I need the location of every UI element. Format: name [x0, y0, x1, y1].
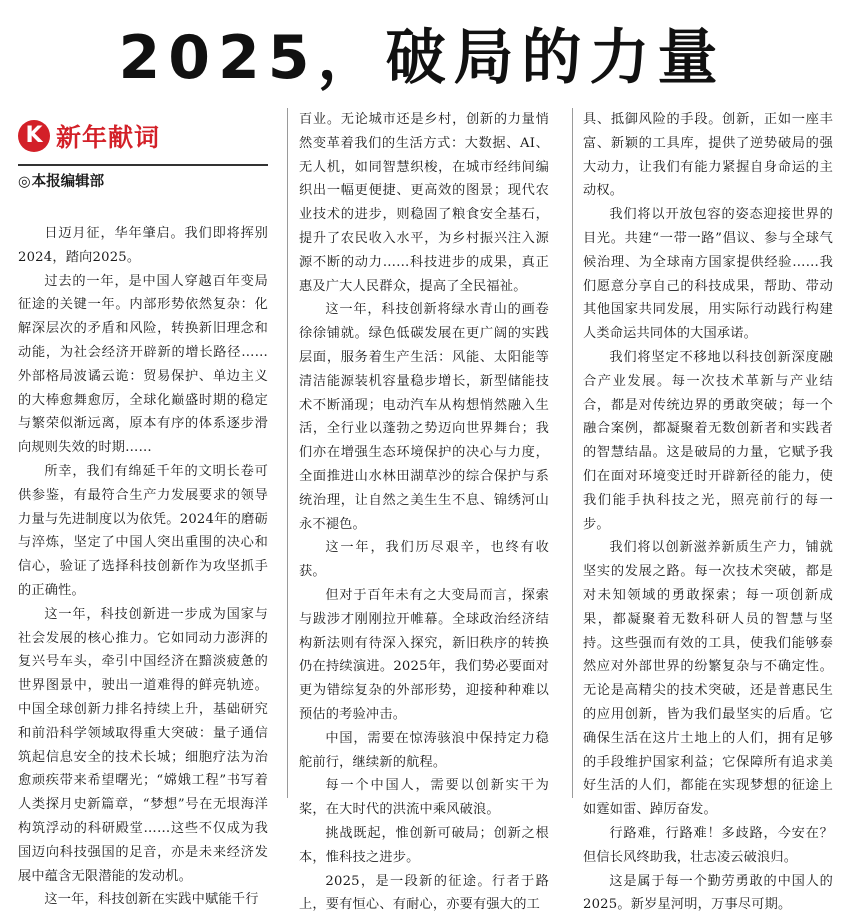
- paragraph: 挑战既起，惟创新可破局；创新之根本，惟科技之进步。: [299, 822, 549, 870]
- byline: [18, 172, 268, 192]
- paragraph: 所幸，我们有绵延千年的文明长卷可供参鉴，有最符合生产力发展要求的领导力量与先进制度以为依凭。2024年的磨砺与淬炼，坚定了中国人突出重围的决心和信心，验证了选择科技创新作为攻坚抓手的正确性。: [18, 460, 268, 603]
- paragraph: 中国，需要在惊涛骇浪中保持定力稳舵前行，继续新的航程。: [299, 727, 549, 775]
- column-divider: [572, 108, 573, 798]
- paragraph: 这一年，科技创新进一步成为国家与社会发展的核心推力。它如同动力澎湃的复兴号车头，牵引中国经济在黯淡疲惫的世界图景中，驶出一道难得的鲜亮轨迹。中国全球创新力排名持续上升，基础研究和前沿科学领域取得重大突破：量子通信筑起信息安全的技术长城；细胞疗法为治愈顽疾带来希望曙光；“嫦娥工程”书写着人类探月史新篇章，“梦想”号在无垠海洋构筑浮动的科研殿堂……这些不仅成为我国迈向科技强国的足音，亦是未来经济发展中蕴含无限潜能的发动机。: [18, 603, 268, 889]
- k-logo-icon: K: [18, 120, 50, 152]
- paragraph: 具、抵御风险的手段。创新，正如一座丰富、新颖的工具库，提供了逆势破局的强大动力，让我们有能力紧握自身命运的主动权。: [583, 108, 833, 203]
- text-column-1: [18, 108, 268, 798]
- label-underline: [18, 164, 268, 166]
- paragraph: 我们将坚定不移地以科技创新深度融合产业发展。每一次技术革新与产业结合，都是对传统边界的勇敢突破；每一个融合案例，都凝聚着无数创新者和实践者的智慧结晶。这是破局的力量，它赋予我们在面对环境变迁时开辟新径的能力，使我们能手执科技之光，照亮前行的每一步。: [583, 346, 833, 536]
- paragraph: 这一年，我们历尽艰辛，也终有收获。: [299, 536, 549, 584]
- byline-author: 本报编辑部: [32, 174, 105, 190]
- paragraph: 我们将以开放包容的姿态迎接世界的目光。共建“一带一路”倡议、参与全球气候治理、为全球南方国家提供经验……我们愿意分享自己的科技成果，帮助、带动其他国家共同发展，用实际行动践行构建人类命运共同体的大国承诺。: [583, 203, 833, 346]
- byline-mark: ◎: [18, 174, 31, 190]
- paragraph: 这是属于每一个勤劳勇敢的中国人的2025。新岁星河明，万事尽可期。: [583, 870, 833, 917]
- column-name: 新年献词: [56, 118, 160, 154]
- paragraph: 我们将以创新滋养新质生产力，铺就坚实的发展之路。每一次技术突破，都是对未知领域的勇敢探索；每一项创新成果，都凝聚着无数科研人员的智慧与坚持。这些强而有效的工具，使我们能够泰然应对外部世界的纷繁复杂与不确定性。无论是高精尖的技术突破，还是普惠民生的应用创新，皆为我们最坚实的后盾。它确保生活在这片土地上的人们，拥有足够的手段维护国家利益；它保障所有追求美好生活的人们，都能在实现梦想的征途上如霆如雷、踔厉奋发。: [583, 536, 833, 822]
- column-label: [18, 114, 268, 158]
- paragraph: 每一个中国人，需要以创新实干为桨，在大时代的洪流中乘风破浪。: [299, 774, 549, 822]
- paragraph: 行路难，行路难！多歧路，今安在？但信长风终助我，壮志凌云破浪归。: [583, 822, 833, 870]
- paragraph: 百业。无论城市还是乡村，创新的力量悄然变革着我们的生活方式：大数据、AI、无人机，如同智慧织梭，在城市经纬间编织出一幅更便捷、更高效的图景；现代农业技术的进步，则稳固了粮食安全基石，提升了农民收入水平，为乡村振兴注入源源不断的动力……科技进步的成果，真正惠及广大人民群众，提高了全民福祉。: [299, 108, 549, 298]
- text-column-3: [583, 108, 833, 798]
- paragraph: 日迈月征，华年肇启。我们即将挥别2024，踏向2025。: [18, 222, 268, 270]
- text-column-2: [299, 108, 549, 798]
- headline: 2025，破局的力量: [0, 22, 844, 94]
- paragraph: 这一年，科技创新在实践中赋能千行: [18, 888, 268, 912]
- paragraph: 但对于百年未有之大变局而言，探索与跋涉才刚刚拉开帷幕。全球政治经济结构新法则有待深入探究，新旧秩序的转换仍在持续演进。2025年，我们势必要面对更为错综复杂的外部形势，迎接种种难以预估的考验冲击。: [299, 584, 549, 727]
- paragraph: 这一年，科技创新将绿水青山的画卷徐徐铺就。绿色低碳发展在更广阔的实践层面，服务着生产生活：风能、太阳能等清洁能源装机容量稳步增长，新型储能技术不断涌现；电动汽车从构想悄然融入生活，全行业以蓬勃之势迈向世界舞台；我们亦在增强生态环境保护的决心与力度，全面推进山水林田湖草沙的综合保护与系统治理，让自然之美生生不息、锦绣河山永不褪色。: [299, 298, 549, 536]
- column-1-body: [18, 222, 268, 912]
- paragraph: 过去的一年，是中国人穿越百年变局征途的关键一年。内部形势依然复杂：化解深层次的矛盾和风险，转换新旧理念和动能，为社会经济开辟新的增长路径……外部格局波谲云诡：贸易保护、单边主义的大棒愈舞愈厉，全球化巅盛时期的稳定与繁荣似渐远离，原本有序的体系逐步滑向规则失效的时期……: [18, 270, 268, 460]
- paragraph: 2025，是一段新的征途。行者于路上，要有恒心、有耐心，亦要有强大的工: [299, 870, 549, 917]
- column-divider: [287, 108, 288, 798]
